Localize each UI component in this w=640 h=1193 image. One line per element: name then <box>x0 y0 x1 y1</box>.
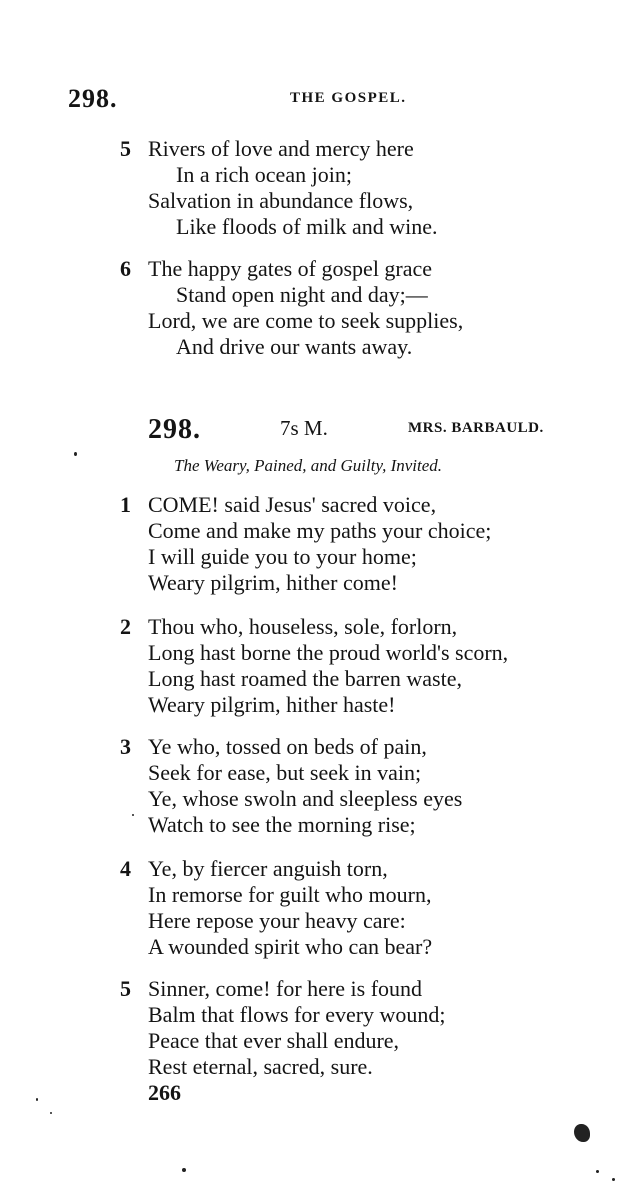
stanza-number: 4 <box>120 856 131 881</box>
hymn-subtitle: The Weary, Pained, and Guilty, Invited. <box>174 456 443 475</box>
verse-line: COME! said Jesus' sacred voice, <box>148 492 437 517</box>
verse-line: Ye who, tossed on beds of pain, <box>148 734 427 759</box>
verse-line: Stand open night and day;— <box>176 282 428 307</box>
ink-speck <box>132 814 134 816</box>
ink-speck <box>612 1178 615 1181</box>
verse-line: Rivers of love and mercy here <box>148 136 414 161</box>
ink-speck <box>182 1168 186 1172</box>
verse-line: Long hast borne the proud world's scorn, <box>148 640 509 665</box>
hymn-number: 298. <box>148 414 201 445</box>
stanza-number: 5 <box>120 976 131 1001</box>
hymn-meter: 7s M. <box>280 416 328 440</box>
stanza-number: 2 <box>120 614 131 639</box>
verse-line: Weary pilgrim, hither come! <box>148 570 398 595</box>
verse-line: Sinner, come! for here is found <box>148 976 423 1001</box>
verse-line: Like floods of milk and wine. <box>176 214 438 239</box>
verse-line: Salvation in abundance flows, <box>148 188 414 213</box>
ink-speck <box>74 452 77 456</box>
verse-line: Come and make my paths your choice; <box>148 518 492 543</box>
page-number: 298. <box>68 84 118 113</box>
verse-line: Ye, by fiercer anguish torn, <box>148 856 388 881</box>
stanza-number: 5 <box>120 136 131 161</box>
verse-line: Seek for ease, but seek in vain; <box>148 760 422 785</box>
verse-line: I will guide you to your home; <box>148 544 417 569</box>
verse-line: Thou who, houseless, sole, forlorn, <box>148 614 458 639</box>
verse-line: Ye, whose swoln and sleepless eyes <box>148 786 463 811</box>
ink-speck <box>36 1098 38 1101</box>
verse-line: The happy gates of gospel grace <box>148 256 433 281</box>
signature-number: 266 <box>148 1080 181 1105</box>
verse-line: Lord, we are come to seek supplies, <box>148 308 464 333</box>
verse-line: Peace that ever shall endure, <box>148 1028 400 1053</box>
verse-line: And drive our wants away. <box>176 334 413 359</box>
stanza-number: 6 <box>120 256 131 281</box>
running-head: THE GOSPEL. <box>290 90 407 106</box>
verse-line: Watch to see the morning rise; <box>148 812 416 837</box>
ink-speck <box>596 1170 599 1173</box>
verse-line: Balm that flows for every wound; <box>148 1002 446 1027</box>
verse-line: Rest eternal, sacred, sure. <box>148 1054 373 1079</box>
stanza-number: 1 <box>120 492 131 517</box>
verse-line: A wounded spirit who can bear? <box>148 934 433 959</box>
verse-line: Weary pilgrim, hither haste! <box>148 692 396 717</box>
hymn-author: MRS. BARBAULD. <box>408 420 544 436</box>
ink-speck <box>50 1112 52 1114</box>
ink-blot <box>574 1124 590 1142</box>
verse-line: Here repose your heavy care: <box>148 908 406 933</box>
stanza-number: 3 <box>120 734 131 759</box>
verse-line: In remorse for guilt who mourn, <box>148 882 432 907</box>
verse-line: In a rich ocean join; <box>176 162 352 187</box>
verse-line: Long hast roamed the barren waste, <box>148 666 462 691</box>
